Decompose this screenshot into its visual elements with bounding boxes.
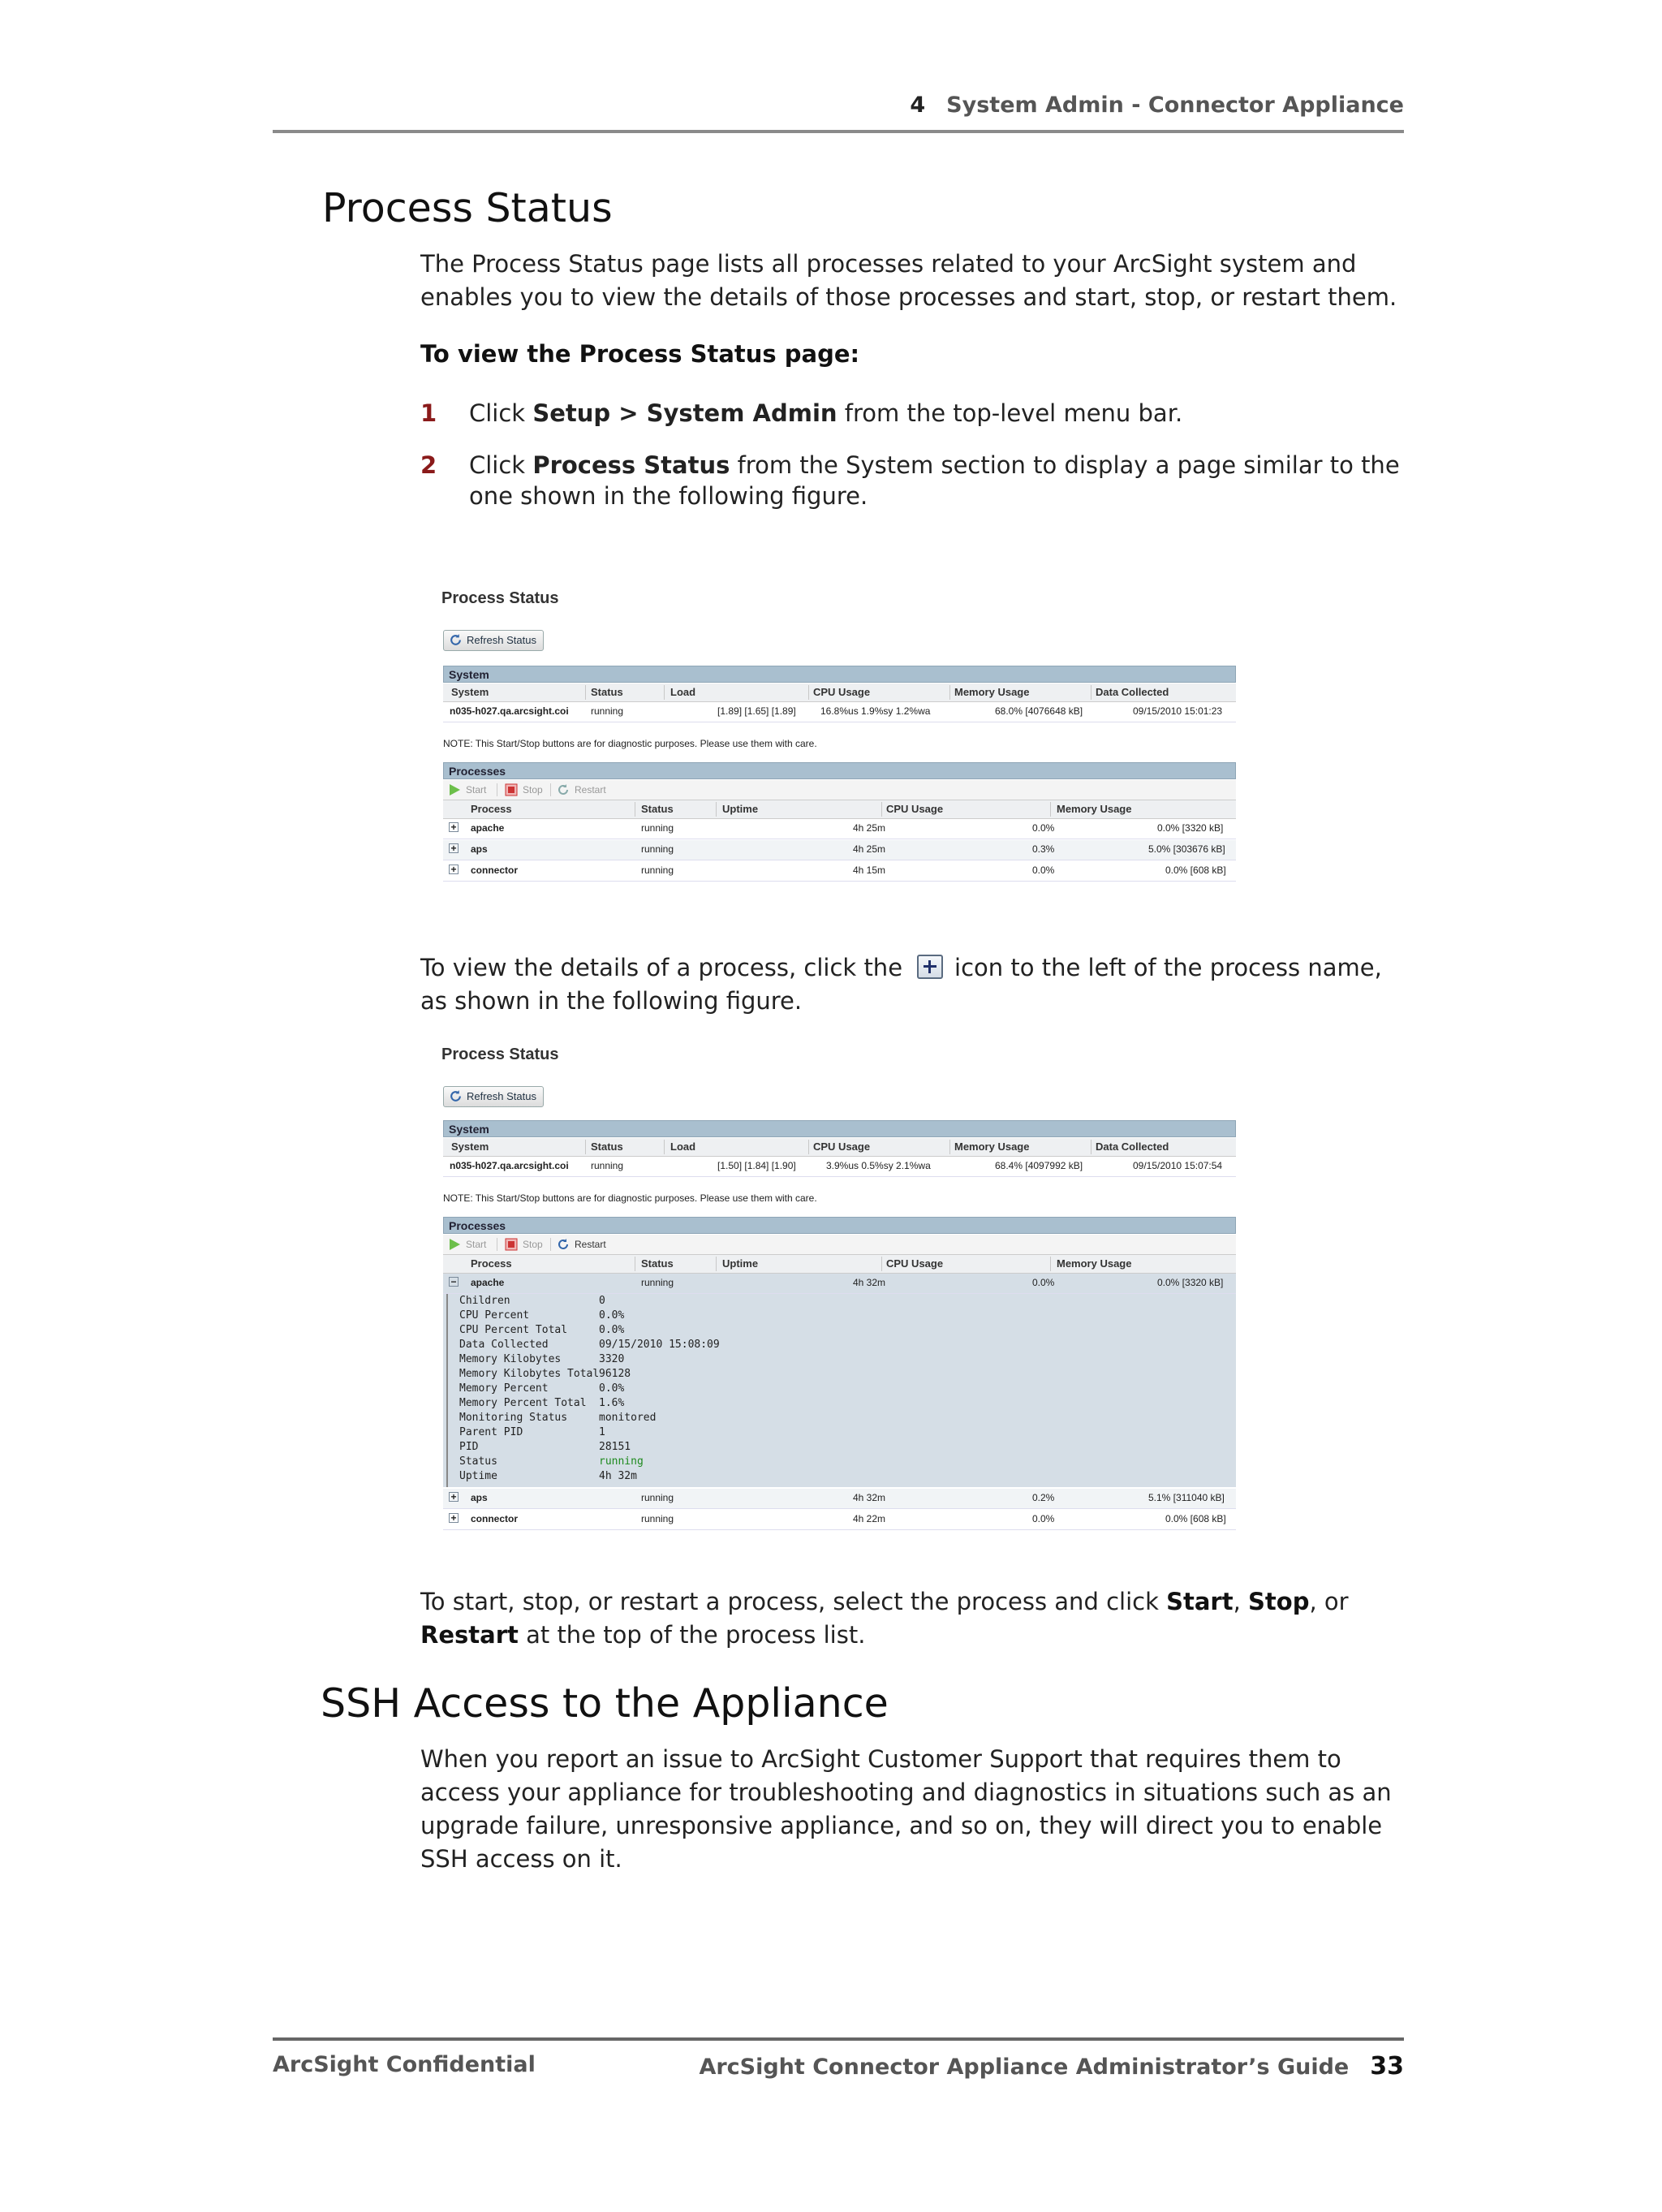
restart-button[interactable]: Restart bbox=[575, 784, 606, 796]
section-title-process-status: Process Status bbox=[322, 185, 613, 231]
collapse-icon[interactable]: − bbox=[449, 1277, 459, 1287]
process-row-aps[interactable]: + aps running 4h 25m 0.3% 5.0% [303676 kB] bbox=[443, 840, 1236, 860]
process-control-paragraph: To start, stop, or restart a process, select the process and click Start, Stop, or Restart at the top of the process list. bbox=[420, 1588, 1349, 1649]
step-1: 1 Click Setup > System Admin from the top-level menu bar. bbox=[420, 399, 1183, 427]
expand-icon[interactable]: + bbox=[449, 843, 459, 853]
process-column-header: Process Status Uptime CPU Usage Memory Usage bbox=[443, 1255, 1236, 1274]
system-column-header: System Status Load CPU Usage Memory Usage Data Collected bbox=[443, 1138, 1236, 1157]
detail-value: 0.0% bbox=[599, 1324, 625, 1336]
detail-key: Memory Percent Total bbox=[459, 1397, 587, 1409]
detail-key: Uptime bbox=[459, 1470, 497, 1482]
process-row-connector[interactable]: + connector running 4h 15m 0.0% 0.0% [608 kB] bbox=[443, 861, 1236, 882]
detail-value: 0.0% bbox=[599, 1382, 625, 1395]
detail-row bbox=[459, 1382, 625, 1396]
step-2: 2 Click Process Status from the System section to display a page similar to the one shown in the following figure. bbox=[420, 451, 1400, 510]
start-icon bbox=[448, 1238, 461, 1251]
process-toolbar bbox=[443, 1235, 1236, 1255]
system-column-header: System Status Load CPU Usage Memory Usage Data Collected bbox=[443, 683, 1236, 702]
process-column-header: Process Status Uptime CPU Usage Memory Usage bbox=[443, 800, 1236, 819]
intro-paragraph: The Process Status page lists all processes related to your ArcSight system and enables you to view the details of those processes and start, stop, or restart them. bbox=[420, 250, 1397, 311]
restart-icon bbox=[557, 1238, 570, 1251]
detail-value: 96128 bbox=[599, 1368, 631, 1380]
refresh-icon bbox=[449, 633, 463, 647]
diagnostic-note: NOTE: This Start/Stop buttons are for diagnostic purposes. Please use them with care. bbox=[443, 1192, 817, 1204]
detail-value: 1 bbox=[599, 1426, 605, 1438]
ssh-paragraph: When you report an issue to ArcSight Customer Support that requires them to access your appliance for troubleshooting and diagnostics in situations such as an upgrade failure, unresponsive appliance, and so on, they will direct you to enable SSH access on it. bbox=[420, 1745, 1392, 1873]
system-row[interactable]: n035-h027.qa.arcsight.coi running [1.89] [1.65] [1.89] 16.8%us 1.9%sy 1.2%wa 68.0% [4076648 kB] 09/15/2010 15:01:23 bbox=[443, 702, 1236, 722]
detail-key: Monitoring Status bbox=[459, 1412, 568, 1424]
process-toolbar bbox=[443, 780, 1236, 800]
details-paragraph: To view the details of a process, click the icon to the left of the process name, as shown in the following figure. bbox=[420, 954, 1382, 1015]
detail-row bbox=[459, 1323, 625, 1338]
start-icon bbox=[448, 783, 461, 796]
detail-value: running bbox=[599, 1455, 644, 1468]
detail-value: 0 bbox=[599, 1295, 605, 1307]
system-section-bar: System bbox=[443, 666, 1236, 683]
detail-key: CPU Percent bbox=[459, 1309, 530, 1322]
page-number: 33 bbox=[1370, 2052, 1404, 2080]
start-button[interactable]: Start bbox=[466, 784, 487, 796]
figure-page-title: Process Status bbox=[441, 589, 559, 607]
expand-icon[interactable]: + bbox=[449, 1513, 459, 1523]
detail-row bbox=[459, 1469, 637, 1484]
detail-row bbox=[459, 1309, 625, 1323]
step-number: 1 bbox=[420, 399, 437, 427]
figure-process-status bbox=[432, 578, 1247, 903]
system-row[interactable]: n035-h027.qa.arcsight.coi running [1.50] [1.84] [1.90] 3.9%us 0.5%sy 2.1%wa 68.4% [4097992 kB] 09/15/2010 15:07:54 bbox=[443, 1157, 1236, 1177]
detail-key: Children bbox=[459, 1295, 510, 1307]
chapter-number: 4 bbox=[910, 93, 926, 118]
chapter-title: System Admin - Connector Appliance bbox=[946, 93, 1404, 118]
processes-section-bar: Processes bbox=[443, 1217, 1236, 1234]
running-header bbox=[273, 89, 1404, 133]
detail-value: monitored bbox=[599, 1412, 657, 1424]
detail-key: Memory Percent bbox=[459, 1382, 549, 1395]
detail-row bbox=[459, 1367, 631, 1382]
detail-row bbox=[459, 1352, 625, 1367]
expand-icon[interactable]: + bbox=[449, 1492, 459, 1502]
detail-value: 4h 32m bbox=[599, 1470, 637, 1482]
detail-key: PID bbox=[459, 1441, 479, 1453]
figure-page-title: Process Status bbox=[441, 1046, 559, 1063]
detail-key: CPU Percent Total bbox=[459, 1324, 568, 1336]
detail-key: Data Collected bbox=[459, 1339, 549, 1351]
process-row-connector[interactable]: + connector running 4h 22m 0.0% 0.0% [608 kB] bbox=[443, 1510, 1236, 1530]
detail-value: 3320 bbox=[599, 1353, 625, 1365]
restart-icon bbox=[557, 783, 570, 796]
footer-guide-title: ArcSight Connector Appliance Administrator’s Guide 33 bbox=[699, 2052, 1404, 2080]
expand-icon[interactable]: + bbox=[449, 822, 459, 832]
section-title-ssh-access: SSH Access to the Appliance bbox=[321, 1680, 889, 1727]
expand-icon[interactable]: + bbox=[449, 865, 459, 874]
detail-value: 09/15/2010 15:08:09 bbox=[599, 1339, 720, 1351]
running-footer bbox=[273, 2037, 1404, 2080]
processes-section-bar: Processes bbox=[443, 762, 1236, 779]
stop-icon bbox=[505, 783, 518, 796]
process-details-list bbox=[459, 1294, 720, 1484]
detail-value: 1.6% bbox=[599, 1397, 625, 1409]
procedure-heading: To view the Process Status page: bbox=[420, 340, 860, 368]
step-number: 2 bbox=[420, 451, 437, 479]
process-row-apache[interactable]: + apache running 4h 25m 0.0% 0.0% [3320 kB] bbox=[443, 819, 1236, 839]
detail-value: 0.0% bbox=[599, 1309, 625, 1322]
detail-row bbox=[459, 1440, 631, 1455]
detail-key: Memory Kilobytes Total bbox=[459, 1368, 600, 1380]
refresh-icon bbox=[449, 1089, 463, 1103]
detail-row bbox=[459, 1294, 605, 1309]
detail-row bbox=[459, 1396, 625, 1411]
footer-confidential: ArcSight Confidential bbox=[273, 2052, 536, 2077]
refresh-status-button[interactable]: Refresh Status bbox=[443, 1086, 544, 1107]
refresh-status-button[interactable]: Refresh Status bbox=[443, 630, 544, 651]
detail-key: Status bbox=[459, 1455, 497, 1468]
diagnostic-note: NOTE: This Start/Stop buttons are for diagnostic purposes. Please use them with care. bbox=[443, 738, 817, 749]
system-section-bar: System bbox=[443, 1120, 1236, 1137]
detail-key: Parent PID bbox=[459, 1426, 523, 1438]
detail-row bbox=[459, 1455, 644, 1469]
figure-process-details bbox=[432, 1034, 1247, 1554]
detail-row bbox=[459, 1425, 605, 1440]
expand-icon bbox=[917, 955, 943, 979]
detail-value: 28151 bbox=[599, 1441, 631, 1453]
detail-row bbox=[459, 1338, 720, 1352]
process-row-apache-expanded[interactable]: − apache running 4h 32m 0.0% 0.0% [3320 kB] bbox=[443, 1274, 1236, 1294]
detail-row bbox=[459, 1411, 657, 1425]
stop-icon bbox=[505, 1238, 518, 1251]
stop-button[interactable]: Stop bbox=[523, 784, 543, 796]
detail-key: Memory Kilobytes bbox=[459, 1353, 562, 1365]
start-button[interactable]: Start bbox=[466, 1239, 487, 1250]
chapter-heading bbox=[910, 93, 1404, 118]
restart-button[interactable]: Restart bbox=[575, 1239, 606, 1250]
process-row-aps[interactable]: + aps running 4h 32m 0.2% 5.1% [311040 kB] bbox=[443, 1489, 1236, 1509]
stop-button[interactable]: Stop bbox=[523, 1239, 543, 1250]
process-details-panel bbox=[443, 1294, 1236, 1487]
